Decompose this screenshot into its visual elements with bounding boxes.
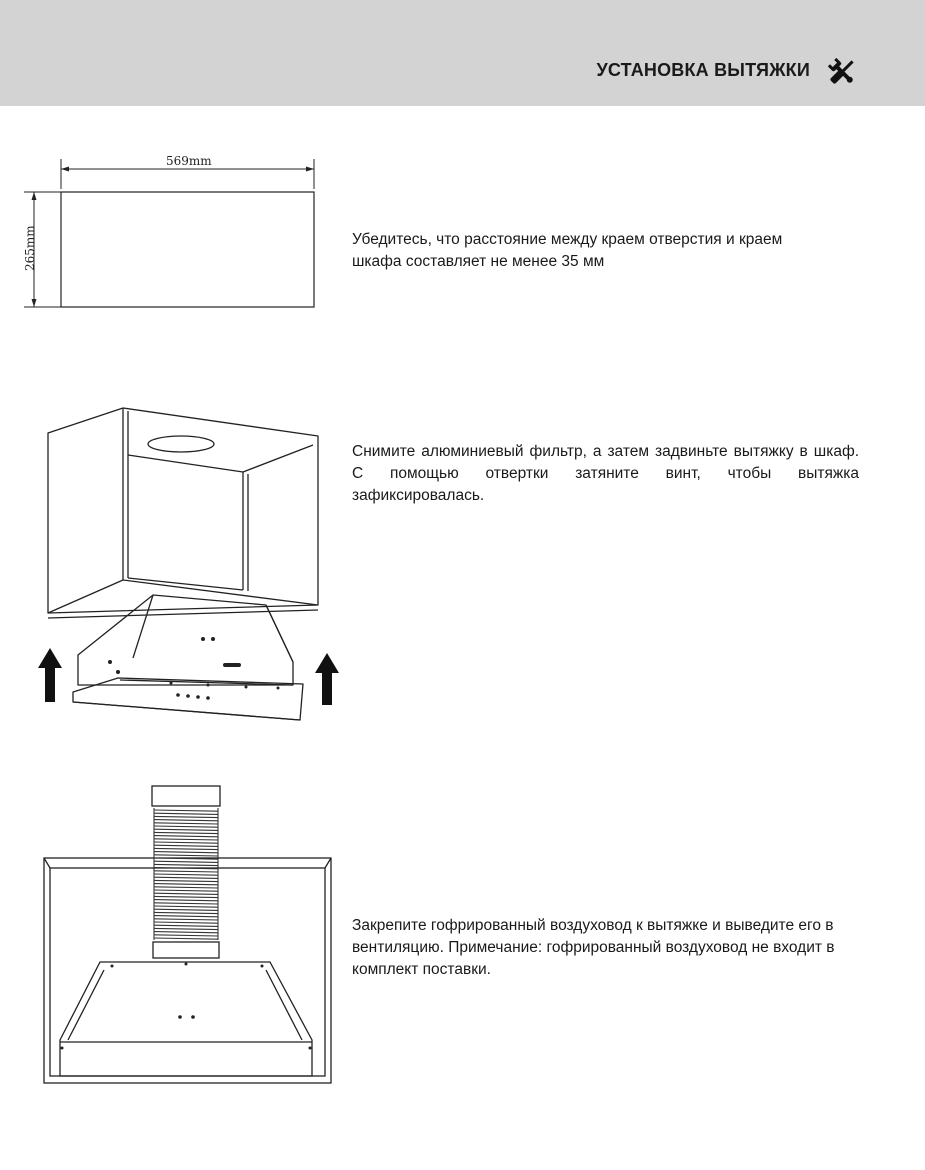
duct-rib bbox=[154, 912, 218, 913]
duct-rib bbox=[154, 900, 218, 901]
duct-rib bbox=[154, 922, 218, 923]
duct-rib bbox=[154, 820, 218, 821]
duct-rib bbox=[154, 928, 218, 929]
duct-rib bbox=[154, 909, 218, 910]
duct-rib bbox=[154, 916, 218, 917]
width-dimension-label: 569mm bbox=[166, 154, 212, 168]
opening-dimensions-figure bbox=[20, 145, 330, 320]
step-1-text: Убедитесь, что расстояние между краем отверстия и краем шкафа составляет не менее 35 мм bbox=[352, 231, 783, 270]
duct-rib bbox=[154, 848, 218, 849]
duct-connection-figure bbox=[40, 780, 335, 1090]
duct-rib bbox=[154, 852, 218, 853]
duct-rib bbox=[154, 874, 218, 875]
height-dimension-label: 265mm bbox=[23, 225, 37, 271]
step-2-text: Снимите алюминиевый фильтр, а затем задвиньте вытяжку в шкаф. С помощью отвертки затяните винт, чтобы вытяжка зафиксировалась. bbox=[352, 443, 859, 504]
duct-rib bbox=[154, 887, 218, 888]
duct-rib bbox=[154, 842, 218, 843]
duct-rib bbox=[154, 890, 218, 891]
duct-rib bbox=[154, 829, 218, 830]
duct-rib bbox=[154, 903, 218, 904]
tools-icon bbox=[826, 56, 858, 88]
duct-rib bbox=[154, 893, 218, 894]
duct-rib bbox=[154, 880, 218, 881]
hood-insertion-figure bbox=[38, 400, 348, 740]
duct-rib bbox=[154, 861, 218, 862]
duct-rib bbox=[154, 813, 218, 814]
duct-rib bbox=[154, 826, 218, 827]
duct-rib bbox=[154, 877, 218, 878]
duct-rib bbox=[154, 906, 218, 907]
page-title: УСТАНОВКА ВЫТЯЖКИ bbox=[596, 60, 810, 80]
step-3-text: Закрепите гофрированный воздуховод к вытяжке и выведите его в вентиляцию. Примечание: гофрированный воздуховод не входит в комплект поставки. bbox=[352, 917, 835, 978]
duct-rib bbox=[154, 823, 218, 824]
up-arrow-left-icon bbox=[38, 648, 62, 702]
duct-rib bbox=[154, 839, 218, 840]
duct-rib bbox=[154, 810, 218, 811]
duct-rib bbox=[154, 832, 218, 833]
up-arrow-right-icon bbox=[315, 653, 339, 705]
page-header bbox=[0, 0, 925, 106]
duct-rib bbox=[154, 845, 218, 846]
duct-rib bbox=[154, 919, 218, 920]
duct-rib bbox=[154, 816, 218, 817]
duct-rib bbox=[154, 836, 218, 837]
duct-rib bbox=[154, 896, 218, 897]
duct-rib bbox=[154, 935, 218, 936]
duct-rib bbox=[154, 938, 218, 939]
duct-rib bbox=[154, 864, 218, 865]
duct-rib bbox=[154, 925, 218, 926]
duct-rib bbox=[154, 871, 218, 872]
duct-rib bbox=[154, 884, 218, 885]
duct-rib bbox=[154, 932, 218, 933]
duct-rib bbox=[154, 855, 218, 856]
